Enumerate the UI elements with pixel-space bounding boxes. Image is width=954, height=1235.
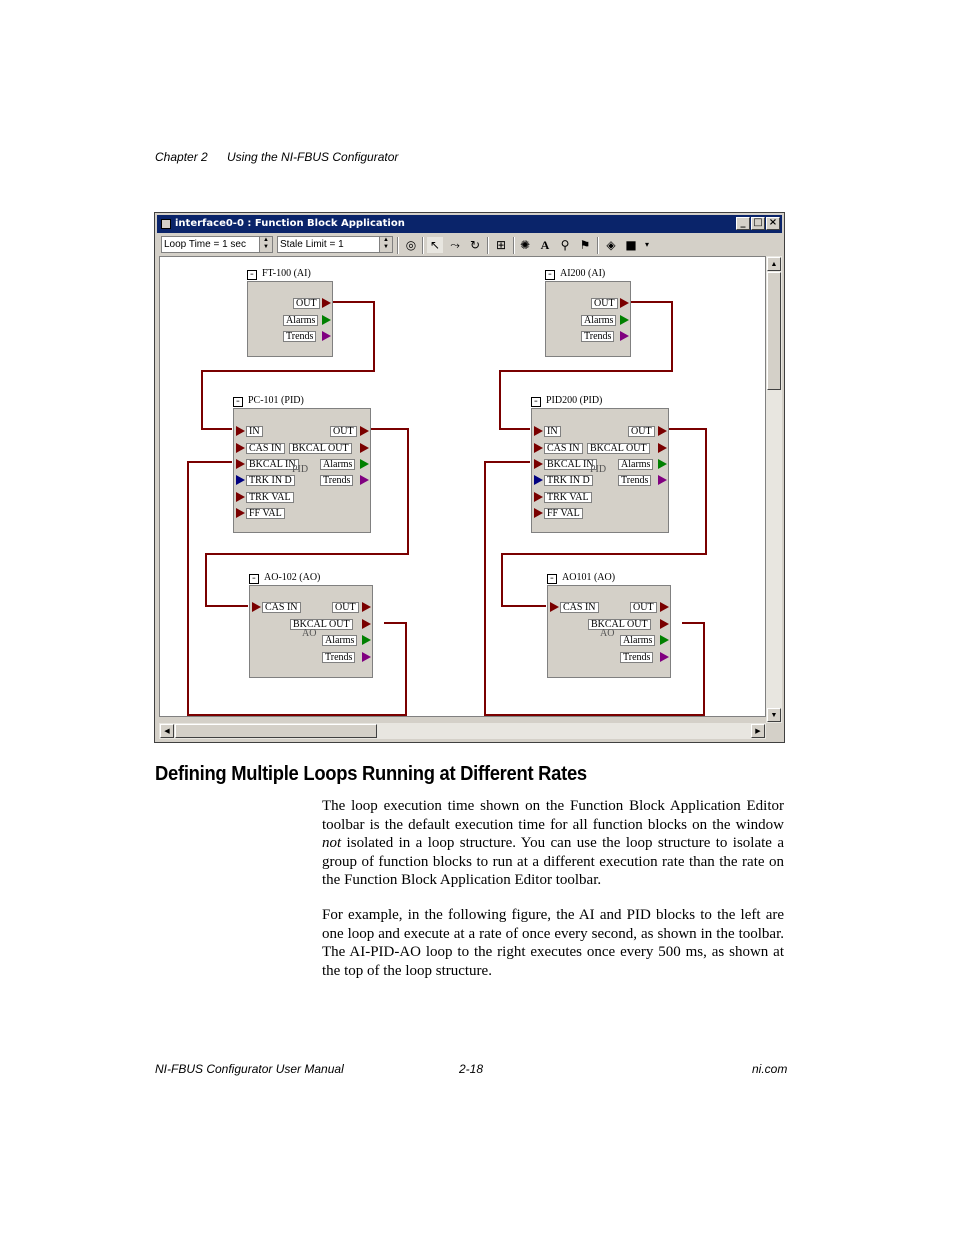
input-arrow-icon [534,508,543,518]
ao101-alarms-port[interactable]: Alarms [620,635,655,646]
trends-arrow-icon [660,652,669,662]
horizontal-scrollbar[interactable] [159,723,766,739]
pid200-alarms-port[interactable]: Alarms [618,459,653,470]
ao101-trends-port[interactable]: Trends [620,652,653,663]
pc101-ff-val-port[interactable]: FF VAL [246,508,285,519]
input-arrow-icon [252,602,261,612]
pc101-trk-val-port[interactable]: TRK VAL [246,492,294,503]
close-button[interactable]: × [766,217,780,230]
ao102-cas-in-port[interactable]: CAS IN [262,602,301,613]
trends-arrow-icon [620,331,629,341]
ao101-block[interactable] [547,585,671,678]
scan-icon[interactable]: ✺ [519,238,531,252]
output-arrow-icon [322,298,331,308]
input-arrow-icon [236,443,245,453]
vertical-scroll-thumb[interactable] [767,272,781,390]
ao102-type-label: AO [302,628,317,639]
editor-toolbar [157,235,782,257]
pc101-trends-port[interactable]: Trends [320,475,353,486]
stale-limit-value: Stale Limit = 1 [280,239,344,250]
pin-icon[interactable]: ⚑ [579,238,591,252]
running-header-title: Using the NI-FBUS Configurator [227,150,399,164]
wire-tool-icon[interactable]: ⤳ [450,238,460,252]
pc101-title: PC-101 (PID) [248,395,304,406]
block-icon: ≡ [545,270,555,280]
pc101-cas-in-port[interactable]: CAS IN [246,443,285,454]
maximize-button[interactable]: □ [751,217,765,230]
ai200-alarms-port[interactable]: Alarms [581,315,616,326]
paragraph-1-emphasis: not [322,835,342,852]
pc101-bkcal-out-port[interactable]: BKCAL OUT [289,443,352,454]
pc101-bkcal-in-port[interactable]: BKCAL IN [246,459,299,470]
loop-time-field[interactable] [161,236,273,253]
ao102-title: AO-102 (AO) [264,572,321,583]
block-icon: ≡ [247,270,257,280]
ft100-block[interactable] [247,281,333,357]
paragraph-1-part-b: isolated in a loop structure. You can use the loop structure to isolate a group of function blocks to run at a different execution rate than the rate on the Function Block Application Editor toolbar. [322,835,784,889]
input-arrow-icon [236,475,245,485]
line-color-icon[interactable]: ■ [625,238,637,252]
toolbar-separator [513,237,515,254]
ai200-out-port[interactable]: OUT [591,298,618,309]
output-arrow-icon [620,298,629,308]
alarms-arrow-icon [362,635,371,645]
pid200-type-label: PID [590,464,607,475]
footer-website: ni.com [752,1062,788,1076]
pid200-trends-port[interactable]: Trends [618,475,651,486]
loop-time-spinner[interactable]: ▲ ▼ [259,237,272,252]
pc101-block[interactable] [233,408,371,533]
output-arrow-icon [362,619,371,629]
input-arrow-icon [534,459,543,469]
ao102-bkcal-out-port[interactable]: BKCAL OUT [290,619,353,630]
trends-arrow-icon [360,475,369,485]
running-header-chapter: Chapter 2 [155,150,208,164]
alarms-arrow-icon [620,315,629,325]
loop-time-value: Loop Time = 1 sec [164,239,246,250]
zoom-icon[interactable]: ⚲ [560,238,570,252]
input-arrow-icon [534,443,543,453]
input-arrow-icon [534,492,543,502]
input-arrow-icon [236,459,245,469]
pc101-alarms-port[interactable]: Alarms [320,459,355,470]
ao101-out-port[interactable]: OUT [630,602,657,613]
block-icon: ≡ [233,397,243,407]
pid200-cas-in-port[interactable]: CAS IN [544,443,583,454]
output-arrow-icon [360,443,369,453]
ao102-alarms-port[interactable]: Alarms [322,635,357,646]
toolbar-separator [397,237,399,254]
stale-limit-field[interactable] [277,236,393,253]
footer-manual-title: NI-FBUS Configurator User Manual [155,1062,344,1076]
scroll-right-icon[interactable]: ▶ [751,724,765,738]
output-arrow-icon [360,426,369,436]
output-arrow-icon [362,602,371,612]
layout-icon[interactable]: ⊞ [495,238,507,252]
ao101-cas-in-port[interactable]: CAS IN [560,602,599,613]
pid200-block[interactable] [531,408,669,533]
window-title: interface0-0 : Function Block Application [175,218,405,229]
input-arrow-icon [534,426,543,436]
pointer-icon[interactable]: ↖ [427,237,443,253]
ao102-out-port[interactable]: OUT [332,602,359,613]
ft100-title: FT-100 (AI) [262,268,311,279]
trends-arrow-icon [658,475,667,485]
pid200-out-port[interactable]: OUT [628,426,655,437]
input-arrow-icon [236,426,245,436]
ai200-trends-port[interactable]: Trends [581,331,614,342]
trends-arrow-icon [362,652,371,662]
input-arrow-icon [236,508,245,518]
stale-limit-spinner[interactable]: ▲ ▼ [379,237,392,252]
paragraph-loop-execution [322,797,784,890]
pid200-trk-val-port[interactable]: TRK VAL [544,492,592,503]
pc101-in-port[interactable]: IN [246,426,263,437]
pc101-trk-in-d-port[interactable]: TRK IN D [246,475,295,486]
output-arrow-icon [658,443,667,453]
block-icon: ≡ [547,574,557,584]
ao101-type-label: AO [600,628,615,639]
alarms-arrow-icon [658,459,667,469]
scroll-up-icon[interactable]: ▲ [767,257,781,271]
ai200-block[interactable] [545,281,631,357]
ao102-trends-port[interactable]: Trends [322,652,355,663]
window-titlebar [157,215,782,233]
toolbar-separator [597,237,599,254]
scroll-left-icon[interactable]: ◀ [160,724,174,738]
ft100-trends-port[interactable]: Trends [283,331,316,342]
scroll-down-icon[interactable]: ▼ [767,708,781,722]
text-tool-icon[interactable]: A [540,238,550,252]
trends-arrow-icon [322,331,331,341]
paragraph-1-part-a: The loop execution time shown on the Function Block Application Editor toolbar is the default execution time for all function blocks on the window [322,798,784,833]
rotate-icon[interactable]: ↻ [469,238,481,252]
pid200-title: PID200 (PID) [546,395,603,406]
output-arrow-icon [658,426,667,436]
dropdown-arrow-icon[interactable]: ▾ [644,240,649,249]
pid200-bkcal-out-port[interactable]: BKCAL OUT [587,443,650,454]
minimize-button[interactable]: _ [736,217,750,230]
block-icon: ≡ [249,574,259,584]
block-icon: ≡ [531,397,541,407]
input-arrow-icon [236,492,245,502]
ao101-bkcal-out-port[interactable]: BKCAL OUT [588,619,651,630]
input-arrow-icon [550,602,559,612]
input-arrow-icon [534,475,543,485]
pc101-type-label: PID [292,464,309,475]
ft100-alarms-port[interactable]: Alarms [283,315,318,326]
paragraph-example: For example, in the following figure, the AI and PID blocks to the left are one loop and execute at a rate of once every second, as shown in the toolbar. The AI-PID-AO loop to the right executes once every 500 ms, as shown at the top of the loop structure. [322,907,784,979]
ai200-title: AI200 (AI) [560,268,606,279]
output-arrow-icon [660,602,669,612]
vertical-scrollbar[interactable] [766,256,782,723]
pid200-trk-in-d-port[interactable]: TRK IN D [544,475,593,486]
pid200-bkcal-in-port[interactable]: BKCAL IN [544,459,597,470]
fill-color-icon[interactable]: ◈ [606,238,616,252]
alarms-arrow-icon [360,459,369,469]
toolbar-separator [422,237,424,254]
pid200-ff-val-port[interactable]: FF VAL [544,508,583,519]
window-app-icon [161,219,171,229]
footer-page-number: 2-18 [459,1062,484,1076]
toolbar-separator [487,237,489,254]
pc101-out-port[interactable]: OUT [330,426,357,437]
alarms-arrow-icon [660,635,669,645]
pid200-in-port[interactable]: IN [544,426,561,437]
ao102-block[interactable] [249,585,373,678]
function-block-application-window [154,212,785,743]
loop-icon[interactable]: ◎ [405,238,417,252]
output-arrow-icon [660,619,669,629]
section-heading: Defining Multiple Loops Running at Different Rates [155,763,587,785]
alarms-arrow-icon [322,315,331,325]
ao101-title: AO101 (AO) [562,572,616,583]
block-diagram-canvas[interactable] [159,256,766,717]
ft100-out-port[interactable]: OUT [293,298,320,309]
horizontal-scroll-thumb[interactable] [175,724,377,738]
